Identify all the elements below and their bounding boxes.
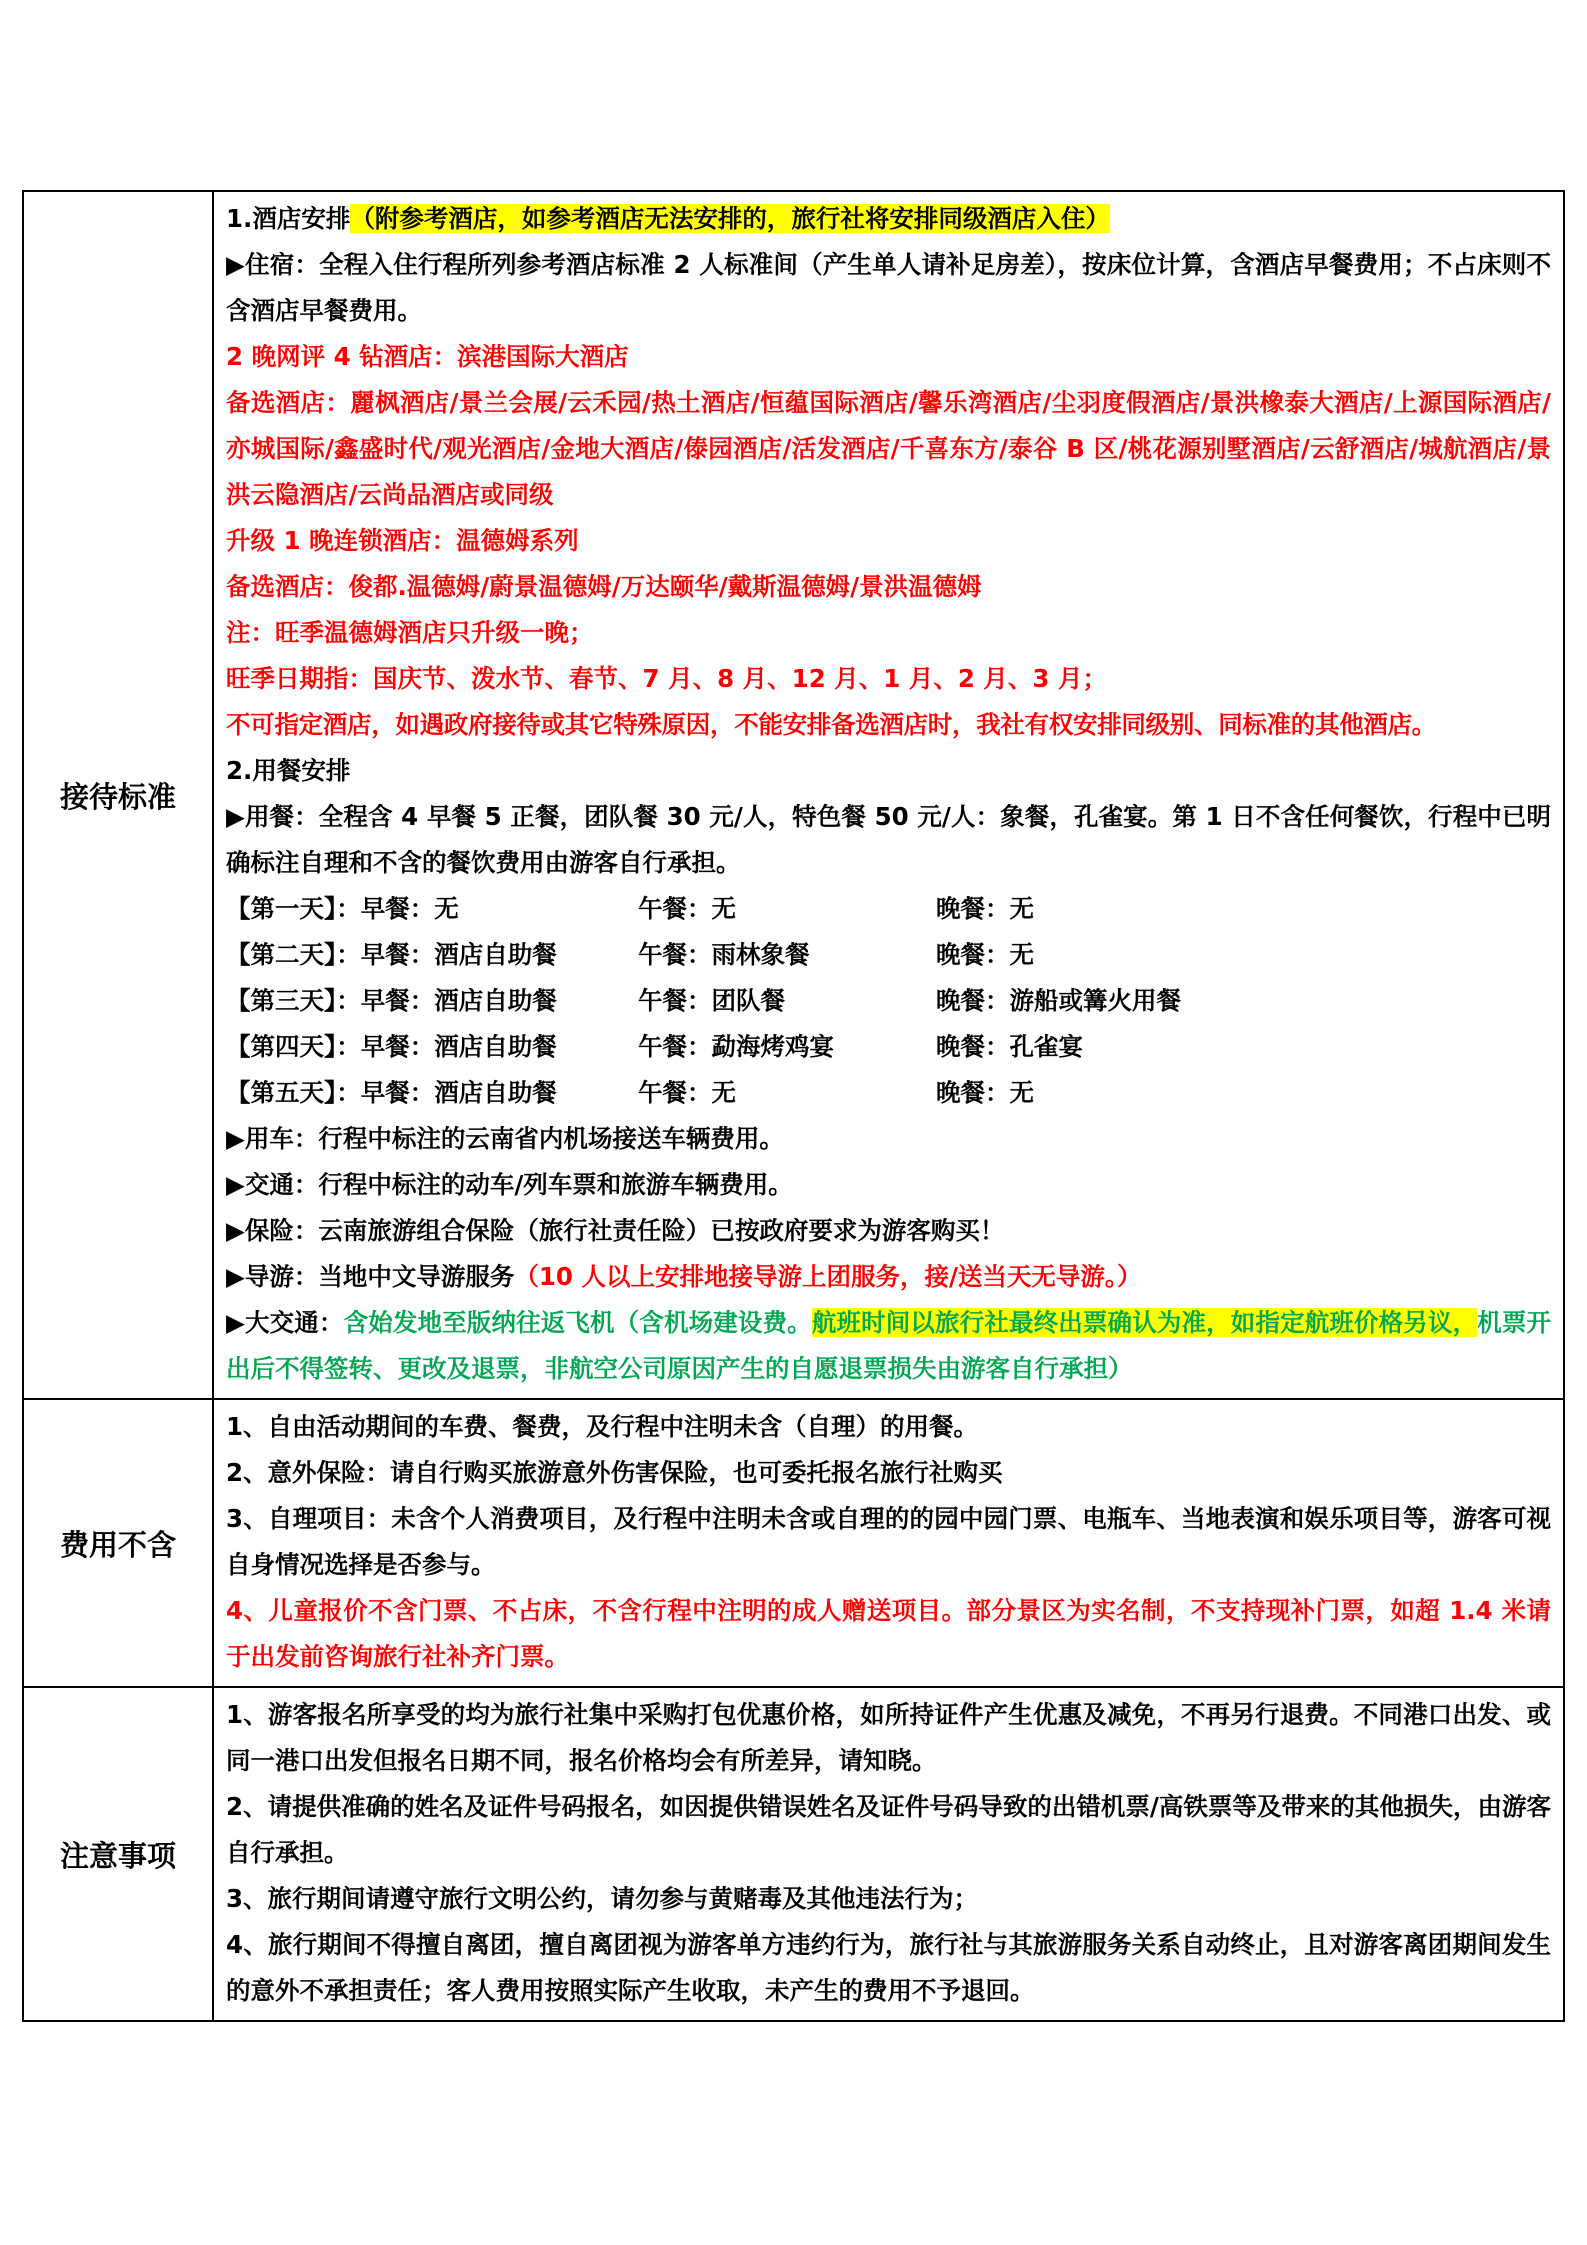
meal-day: 【第三天】： — [226, 986, 361, 1015]
hotel-4star: 2 晚网评 4 钻酒店：滨港国际大酒店 — [226, 342, 629, 371]
meal-description: ▶用餐：全程含 4 早餐 5 正餐，团队餐 30 元/人，特色餐 50 元/人：象餐，孔雀宴。第 1 日不含任何餐饮，行程中已明确标注自理和不含的餐饮费用由游客自行承担。 — [226, 802, 1551, 877]
meal-schedule — [226, 886, 1551, 1116]
meal-title: 2.用餐安排 — [226, 756, 351, 785]
excluded-row — [23, 1399, 1564, 1687]
row-label-excluded: 费用不含 — [23, 1399, 213, 1687]
row-label-notes: 注意事项 — [23, 1687, 213, 2021]
meal-day: 【第一天】： — [226, 894, 361, 923]
meal-row — [226, 978, 1551, 1024]
big-transport-label: ▶大交通： — [226, 1308, 344, 1337]
guide-line — [226, 1254, 1551, 1300]
meal-day-breakfast — [226, 886, 638, 932]
stay-text: ▶住宿：全程入住行程所列参考酒店标准 2 人标准间（产生单人请补足房差），按床位计算，含酒店早餐费用；不占床则不含酒店早餐费用。 — [226, 250, 1551, 325]
meal-breakfast: 早餐：酒店自助餐 — [360, 986, 557, 1015]
car-text: ▶用车：行程中标注的云南省内机场接送车辆费用。 — [226, 1124, 784, 1153]
note-item: 3、旅行期间请遵守旅行文明公约，请勿参与黄赌毒及其他违法行为； — [226, 1884, 979, 1913]
peak-note: 注：旺季温德姆酒店只升级一晚； — [226, 618, 594, 647]
guide-text: ▶导游：当地中文导游服务 — [226, 1262, 515, 1291]
hotel-alternatives: 备选酒店：麗枫酒店/景兰会展/云禾园/热土酒店/恒蕴国际酒店/馨乐湾酒店/尘羽度假酒店/景洪橡泰大酒店/上源国际酒店/亦城国际/鑫盛时代/观光酒店/金地大酒店/傣园酒店/活发酒店/千喜东方/泰谷 B 区/桃花源别墅酒店/云舒酒店/城航酒店/景洪云隐酒店/云尚品酒店或同级 — [226, 388, 1551, 509]
excluded-item: 1、自由活动期间的车费、餐费，及行程中注明未含（自理）的用餐。 — [226, 1412, 979, 1441]
no-specify-note: 不可指定酒店，如遇政府接待或其它特殊原因，不能安排备选酒店时，我社有权安排同级别、同标准的其他酒店。 — [226, 710, 1436, 739]
meal-day: 【第四天】： — [226, 1032, 361, 1061]
notes-content — [213, 1687, 1564, 2021]
meal-row — [226, 1024, 1551, 1070]
meal-dinner: 晚餐：游船或篝火用餐 — [936, 986, 1181, 1015]
meal-row — [226, 886, 1551, 932]
big-transport-highlight: 航班时间以旅行社最终出票确认为准，如指定航班价格另议， — [811, 1308, 1478, 1337]
hotel-title-note: （附参考酒店，如参考酒店无法安排的，旅行社将安排同级酒店入住） — [350, 204, 1110, 233]
notes-row — [23, 1687, 1564, 2021]
guide-note: （10 人以上安排地接导游上团服务，接/送当天无导游。） — [514, 1262, 1142, 1291]
meal-dinner: 晚餐：无 — [936, 940, 1034, 969]
meal-lunch: 午餐：勐海烤鸡宴 — [638, 1032, 834, 1061]
meal-day-breakfast — [226, 1070, 638, 1116]
row-label-reception: 接待标准 — [23, 191, 213, 1399]
insurance-text: ▶保险：云南旅游组合保险（旅行社责任险）已按政府要求为游客购买！ — [226, 1216, 1005, 1245]
excluded-content — [213, 1399, 1564, 1687]
big-transport-b: 机票开出后不得签转、更改及退票，非航空公司原因产生的自愿退票损失由游客自行承担） — [226, 1308, 1552, 1383]
hotel-upgrade: 升级 1 晚连锁酒店：温德姆系列 — [226, 526, 579, 555]
meal-dinner: 晚餐：无 — [936, 894, 1034, 923]
note-item: 2、请提供准确的姓名及证件号码报名，如因提供错误姓名及证件号码导致的出错机票/高铁票等及带来的其他损失，由游客自行承担。 — [226, 1792, 1551, 1867]
meal-lunch: 午餐：团队餐 — [638, 986, 785, 1015]
reception-row — [23, 191, 1564, 1399]
hotel-title: 1.酒店安排 — [226, 204, 351, 233]
reception-content — [213, 191, 1564, 1399]
child-note: 4、儿童报价不含门票、不占床，不含行程中注明的成人赠送项目。部分景区为实名制，不支持现补门票，如超 1.4 米请于出发前咨询旅行社补齐门票。 — [226, 1596, 1551, 1671]
meal-day: 【第二天】： — [226, 940, 361, 969]
meal-lunch: 午餐：无 — [638, 1078, 736, 1107]
meal-day: 【第五天】： — [226, 1078, 361, 1107]
hotel-title-line — [226, 196, 1551, 242]
excluded-item: 2、意外保险：请自行购买旅游意外伤害保险，也可委托报名旅行社购买 — [226, 1458, 1003, 1487]
peak-dates: 旺季日期指：国庆节、泼水节、春节、7 月、8 月、12 月、1 月、2 月、3 月； — [226, 664, 1108, 693]
meal-dinner: 晚餐：孔雀宴 — [936, 1032, 1083, 1061]
upgrade-alternatives: 备选酒店：俊都.温德姆/蔚景温德姆/万达颐华/戴斯温德姆/景洪温德姆 — [226, 572, 982, 601]
meal-breakfast: 早餐：无 — [360, 894, 459, 923]
meal-dinner: 晚餐：无 — [936, 1078, 1034, 1107]
excluded-item: 3、自理项目：未含个人消费项目，及行程中注明未含或自理的的园中园门票、电瓶车、当地表演和娱乐项目等，游客可视自身情况选择是否参与。 — [226, 1504, 1551, 1579]
meal-breakfast: 早餐：酒店自助餐 — [360, 1032, 557, 1061]
meal-row — [226, 1070, 1551, 1116]
note-item: 1、游客报名所享受的均为旅行社集中采购打包优惠价格，如所持证件产生优惠及减免，不再另行退费。不同港口出发、或同一港口出发但报名日期不同，报名价格均会有所差异，请知晓。 — [226, 1700, 1551, 1775]
itinerary-terms-table — [22, 190, 1565, 2022]
note-item: 4、旅行期间不得擅自离团，擅自离团视为游客单方违约行为，旅行社与其旅游服务关系自动终止，且对游客离团期间发生的意外不承担责任；客人费用按照实际产生收取，未产生的费用不予退回。 — [226, 1930, 1551, 2005]
meal-row — [226, 932, 1551, 978]
transport-text: ▶交通：行程中标注的动车/列车票和旅游车辆费用。 — [226, 1170, 793, 1199]
meal-lunch: 午餐：无 — [638, 894, 736, 923]
meal-lunch: 午餐：雨林象餐 — [638, 940, 810, 969]
meal-day-breakfast — [226, 978, 638, 1024]
meal-breakfast: 早餐：酒店自助餐 — [360, 1078, 557, 1107]
meal-day-breakfast — [226, 1024, 638, 1070]
big-transport-a: 含始发地至版纳往返飞机（含机场建设费。 — [343, 1308, 812, 1337]
big-transport — [226, 1300, 1551, 1392]
meal-day-breakfast — [226, 932, 638, 978]
meal-breakfast: 早餐：酒店自助餐 — [360, 940, 557, 969]
